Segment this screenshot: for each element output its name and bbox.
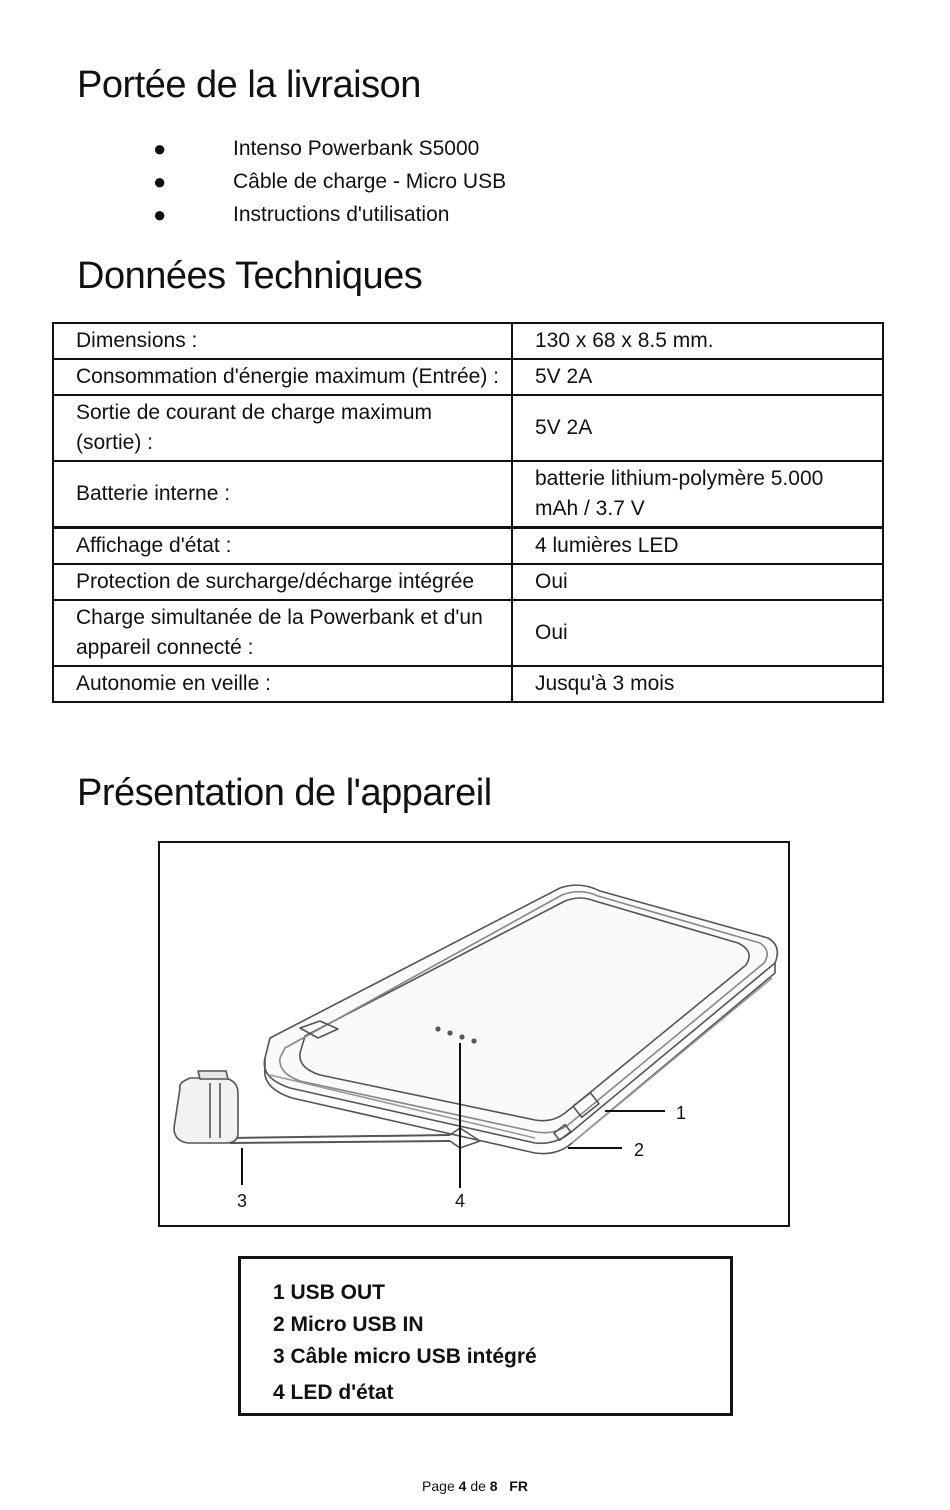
- table-row: [53, 666, 883, 702]
- legend-item: 2 Micro USB IN: [273, 1313, 424, 1336]
- bullet-icon: ●: [153, 135, 167, 161]
- section-title-delivery: Portée de la livraison: [77, 64, 421, 106]
- callout-1: 1: [676, 1103, 687, 1123]
- section-title-device: Présentation de l'appareil: [77, 772, 492, 814]
- spec-label: Dimensions :: [53, 323, 512, 359]
- legend-item: 3 Câble micro USB intégré: [273, 1345, 537, 1368]
- table-row: [53, 359, 883, 395]
- page-total: 8: [489, 1478, 498, 1494]
- list-item: ● Câble de charge - Micro USB: [150, 165, 506, 198]
- spec-value: batterie lithium-polymère 5.000 mAh / 3.7 V: [512, 461, 883, 528]
- spec-label: Protection de surcharge/décharge intégrée: [53, 564, 512, 600]
- spec-value: 4 lumières LED: [512, 528, 883, 565]
- table-row: [53, 528, 883, 565]
- spec-label: Autonomie en veille :: [53, 666, 512, 702]
- callout-4: 4: [455, 1191, 466, 1211]
- callout-2: 2: [634, 1140, 645, 1160]
- spec-label: Affichage d'état :: [53, 528, 512, 565]
- delivery-list: [150, 132, 506, 231]
- spec-value: 5V 2A: [512, 395, 883, 461]
- device-illustration: [158, 841, 790, 1227]
- spec-value: 5V 2A: [512, 359, 883, 395]
- callout-3: 3: [237, 1191, 248, 1211]
- spec-label: Consommation d'énergie maximum (Entrée) :: [53, 359, 512, 395]
- spec-value: 130 x 68 x 8.5 mm.: [512, 323, 883, 359]
- table-row: [53, 600, 883, 666]
- table-row: [53, 564, 883, 600]
- section-title-tech: Données Techniques: [77, 255, 423, 297]
- bullet-icon: ●: [153, 201, 167, 227]
- spec-value: Oui: [512, 564, 883, 600]
- specs-table: [52, 322, 884, 703]
- list-item: ● Instructions d'utilisation: [150, 198, 506, 231]
- table-row: [53, 395, 883, 461]
- spec-label: Sortie de courant de charge maximum (sortie) :: [53, 395, 512, 461]
- spec-value: Oui: [512, 600, 883, 666]
- legend-item: 4 LED d'état: [273, 1381, 394, 1404]
- legend-item: 1 USB OUT: [273, 1281, 386, 1304]
- page-number: 4: [458, 1478, 467, 1494]
- language-code: FR: [509, 1478, 528, 1494]
- bullet-icon: ●: [153, 168, 167, 194]
- table-row: [53, 323, 883, 359]
- spec-value: Jusqu'à 3 mois: [512, 666, 883, 702]
- list-item: ● Intenso Powerbank S5000: [150, 132, 506, 165]
- spec-label: Charge simultanée de la Powerbank et d'un appareil connecté :: [53, 600, 512, 666]
- page-footer: Page 4 de 8 FR: [422, 1478, 528, 1494]
- powerbank-drawing: [160, 843, 788, 1225]
- spec-label: Batterie interne :: [53, 461, 512, 528]
- figure-legend: [238, 1256, 733, 1416]
- table-row: [53, 461, 883, 528]
